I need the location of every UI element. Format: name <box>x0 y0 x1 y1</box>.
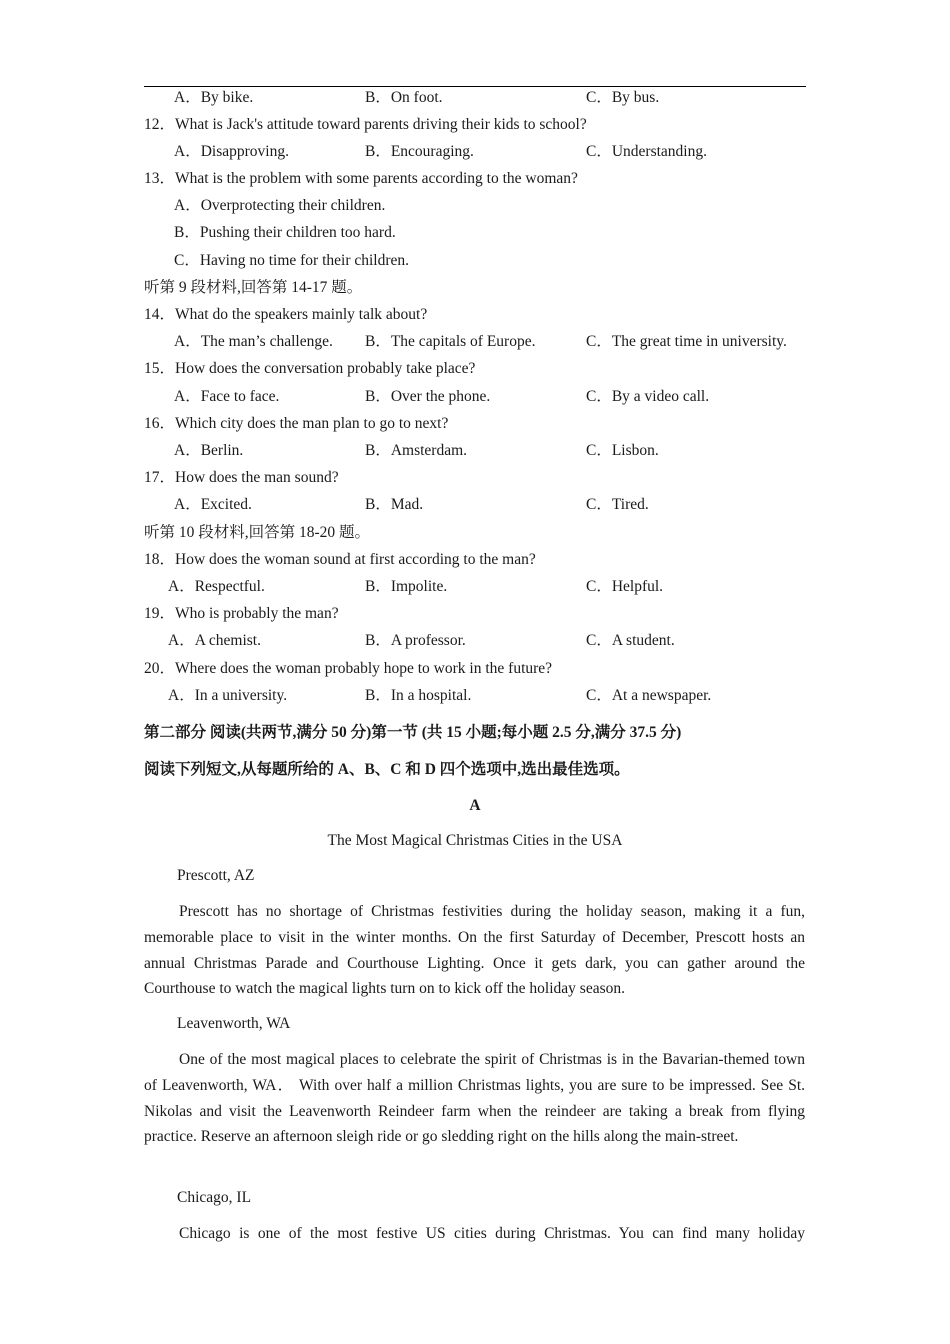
q20-option-b: B．In a hospital. <box>365 687 472 704</box>
question-20: 20．Where does the woman probably hope to work in the future? <box>144 660 553 677</box>
q16-option-c: C．Lisbon. <box>586 442 659 459</box>
paragraph-prescott: Prescott has no shortage of Christmas festivities during the holiday season, making it a fun, memorable place to visit in the winter months. On the first Saturday of December, Prescott hosts an annual Christmas Parade and Courthouse Lighting. Once it gets dark, you can gather around the Courthouse to watch the magical lights turn on to kick off the holiday season. <box>144 903 805 998</box>
q19-option-a: A．A chemist. <box>168 632 261 649</box>
q14-option-a: A．The man’s challenge. <box>174 333 333 350</box>
q18-option-b: B．Impolite. <box>365 578 448 595</box>
q12-option-a: A．Disapproving. <box>174 143 289 160</box>
q11-option-c: C．By bus. <box>586 89 660 106</box>
q19-option-b: B．A professor. <box>365 632 466 649</box>
q15-option-c: C．By a video call. <box>586 388 710 405</box>
passage-label: A <box>469 797 481 814</box>
city-heading-chicago: Chicago, IL <box>177 1189 252 1206</box>
q12-option-c: C．Understanding. <box>586 143 707 160</box>
q17-option-b: B．Mad. <box>365 496 424 513</box>
passage-title: The Most Magical Christmas Cities in the USA <box>327 832 623 849</box>
question-12: 12．What is Jack's attitude toward parents driving their kids to school? <box>144 116 587 133</box>
question-13: 13．What is the problem with some parents according to the woman? <box>144 170 578 187</box>
q11-option-a: A．By bike. <box>174 89 254 106</box>
q12-option-b: B．Encouraging. <box>365 143 474 160</box>
question-16: 16．Which city does the man plan to go to next? <box>144 415 449 432</box>
reading-instruction: 阅读下列短文,从每题所给的 A、B、C 和 D 四个选项中,选出最佳选项。 <box>144 761 630 778</box>
question-17: 17．How does the man sound? <box>144 469 339 486</box>
q18-option-a: A．Respectful. <box>168 578 265 595</box>
q16-option-b: B．Amsterdam. <box>365 442 468 459</box>
question-14: 14．What do the speakers mainly talk about? <box>144 306 428 323</box>
q17-option-c: C．Tired. <box>586 496 649 513</box>
city-heading-leavenworth: Leavenworth, WA <box>177 1015 291 1032</box>
paragraph-leavenworth: One of the most magical places to celebrate the spirit of Christmas is in the Bavarian-themed town of Leavenworth, WA． With over half a million Christmas lights, you are sure to be impressed. See St. Nikolas and visit the Leavenworth Reindeer farm when the reindeer are taking a break from flying practice. Reserve an afternoon sleigh ride or go sledding right on the hills along the main-street. <box>144 1051 805 1146</box>
q13-option-b: B．Pushing their children too hard. <box>174 224 396 241</box>
q16-option-a: A．Berlin. <box>174 442 244 459</box>
section-10-heading: 听第 10 段材料,回答第 18-20 题。 <box>144 524 371 541</box>
header-rule <box>144 86 806 87</box>
question-19: 19．Who is probably the man? <box>144 605 339 622</box>
q17-option-a: A．Excited. <box>174 496 252 513</box>
q11-option-b: B．On foot. <box>365 89 443 106</box>
q20-option-c: C．At a newspaper. <box>586 687 712 704</box>
q13-option-a: A．Overprotecting their children. <box>174 197 386 214</box>
q14-option-c: C．The great time in university. <box>586 333 787 350</box>
q18-option-c: C．Helpful. <box>586 578 664 595</box>
q15-option-a: A．Face to face. <box>174 388 280 405</box>
paragraph-chicago: Chicago is one of the most festive US cities during Christmas. You can find many holiday <box>179 1225 805 1242</box>
question-18: 18．How does the woman sound at first according to the man? <box>144 551 536 568</box>
city-heading-prescott: Prescott, AZ <box>177 867 255 884</box>
q15-option-b: B．Over the phone. <box>365 388 491 405</box>
q20-option-a: A．In a university. <box>168 687 288 704</box>
q14-option-b: B．The capitals of Europe. <box>365 333 536 350</box>
q19-option-c: C．A student. <box>586 632 675 649</box>
q13-option-c: C．Having no time for their children. <box>174 252 410 269</box>
section-9-heading: 听第 9 段材料,回答第 14-17 题。 <box>144 279 363 296</box>
question-15: 15．How does the conversation probably take place? <box>144 360 476 377</box>
reading-part-heading: 第二部分 阅读(共两节,满分 50 分)第一节 (共 15 小题;每小题 2.5 分,满分 37.5 分) <box>144 724 682 741</box>
